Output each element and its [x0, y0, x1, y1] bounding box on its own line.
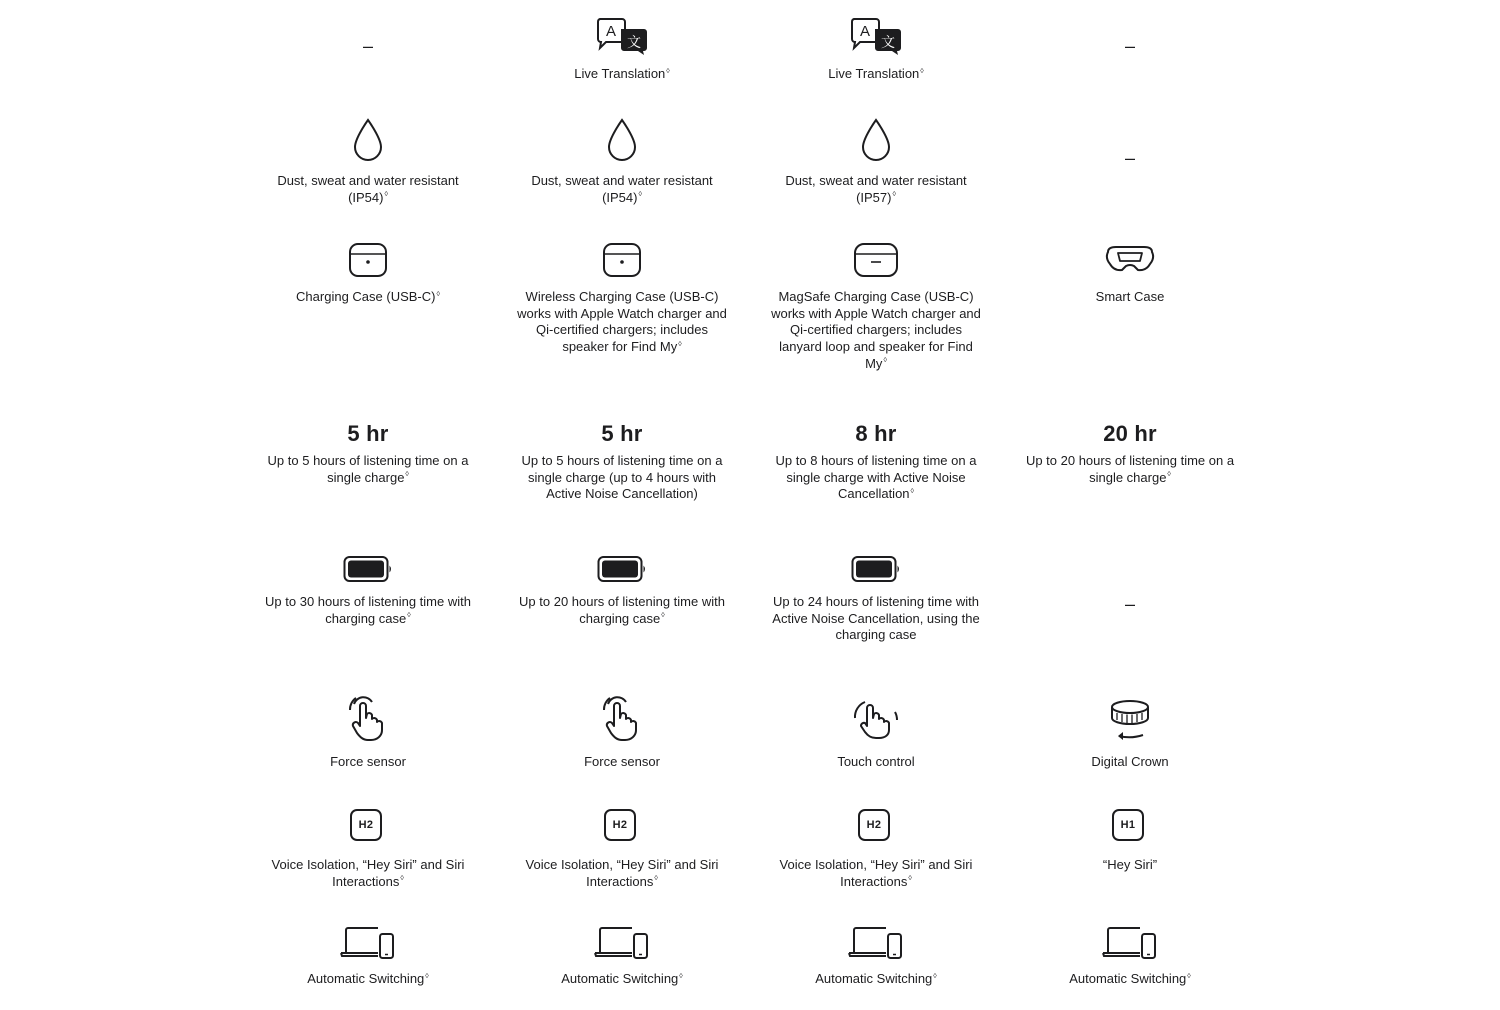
water-drop-icon	[241, 118, 495, 162]
chip-icon: H2	[350, 809, 382, 841]
laptop-phone-icon	[1003, 926, 1257, 960]
listening-hours-value: 5 hr	[601, 421, 643, 446]
control-caption: Force sensor	[330, 754, 406, 769]
water-dash: –	[1124, 148, 1135, 168]
force-sensor-icon	[241, 696, 495, 742]
control-caption: Digital Crown	[1091, 754, 1169, 769]
chip-caption: Voice Isolation, “Hey Siri” and Siri Interactions◊	[779, 857, 973, 889]
listening-hours-value: 20 hr	[1103, 421, 1157, 446]
battery-icon	[495, 555, 749, 583]
laptop-phone-icon	[749, 926, 1003, 960]
chip-caption: “Hey Siri”	[1102, 857, 1158, 872]
translate-icon	[749, 17, 1003, 55]
comparison-column-1	[241, 0, 495, 1010]
water-drop-icon	[749, 118, 1003, 162]
svg-text:文: 文	[627, 35, 641, 51]
water-resistance-caption: Dust, sweat and water resistant (IP54)◊	[531, 173, 713, 205]
translate-icon	[495, 17, 749, 55]
translation-dash: –	[1124, 36, 1135, 56]
water-resistance-caption: Dust, sweat and water resistant (IP57)◊	[785, 173, 967, 205]
chip-caption: Voice Isolation, “Hey Siri” and Siri Interactions◊	[271, 857, 465, 889]
case-caption: Wireless Charging Case (USB-C) works with Apple Watch charger and Qi-certified chargers; includes speaker for Find My◊	[517, 289, 727, 355]
listening-hours-caption: Up to 20 hours of listening time on a single charge◊	[1025, 453, 1235, 485]
case-caption: MagSafe Charging Case (USB-C) works with Apple Watch charger and Qi-certified chargers; includes lanyard loop and speaker for Find My◊	[771, 289, 981, 371]
case-caption: Charging Case (USB-C)◊	[296, 289, 440, 304]
digital-crown-icon	[1003, 699, 1257, 743]
charging-case-icon	[241, 242, 495, 278]
translation-caption: Live Translation◊	[574, 66, 670, 81]
case-battery-caption: Up to 30 hours of listening time with charging case◊	[265, 594, 471, 626]
battery-icon	[241, 555, 495, 583]
case-battery-caption: Up to 20 hours of listening time with charging case◊	[519, 594, 725, 626]
laptop-phone-icon	[495, 926, 749, 960]
listening-hours-caption: Up to 5 hours of listening time on a single charge (up to 4 hours with Active Noise Cancellation)	[521, 453, 723, 502]
chip-icon: H2	[858, 809, 890, 841]
listening-hours-value: 5 hr	[347, 421, 389, 446]
charging-case-icon	[495, 242, 749, 278]
smart-case-icon	[1003, 244, 1257, 276]
listening-hours-value: 8 hr	[855, 421, 897, 446]
water-drop-icon	[495, 118, 749, 162]
translation-caption: Live Translation◊	[828, 66, 924, 81]
charging-case-icon	[749, 242, 1003, 278]
comparison-column-2	[495, 0, 749, 1010]
comparison-column-4	[1003, 0, 1257, 1010]
control-caption: Touch control	[837, 754, 915, 769]
chip-icon: H1	[1112, 809, 1144, 841]
case-battery-dash: –	[1124, 594, 1135, 614]
chip-icon: H2	[604, 809, 636, 841]
translation-dash: –	[362, 36, 373, 56]
chip-caption: Voice Isolation, “Hey Siri” and Siri Interactions◊	[525, 857, 719, 889]
switching-caption: Automatic Switching◊	[1069, 971, 1191, 986]
listening-hours-caption: Up to 8 hours of listening time on a single charge with Active Noise Cancellation◊	[775, 453, 977, 502]
comparison-column-3	[749, 0, 1003, 1010]
svg-text:A: A	[859, 23, 871, 40]
touch-control-icon	[749, 698, 1003, 740]
water-resistance-caption: Dust, sweat and water resistant (IP54)◊	[277, 173, 459, 205]
case-battery-caption: Up to 24 hours of listening time with Active Noise Cancellation, using the charging case	[772, 594, 980, 643]
svg-text:A: A	[605, 23, 617, 40]
force-sensor-icon	[495, 696, 749, 742]
battery-icon	[749, 555, 1003, 583]
laptop-phone-icon	[241, 926, 495, 960]
listening-hours-caption: Up to 5 hours of listening time on a single charge◊	[267, 453, 469, 485]
control-caption: Force sensor	[584, 754, 660, 769]
svg-text:文: 文	[881, 35, 895, 51]
switching-caption: Automatic Switching◊	[815, 971, 937, 986]
switching-caption: Automatic Switching◊	[307, 971, 429, 986]
switching-caption: Automatic Switching◊	[561, 971, 683, 986]
case-caption: Smart Case	[1095, 289, 1165, 304]
